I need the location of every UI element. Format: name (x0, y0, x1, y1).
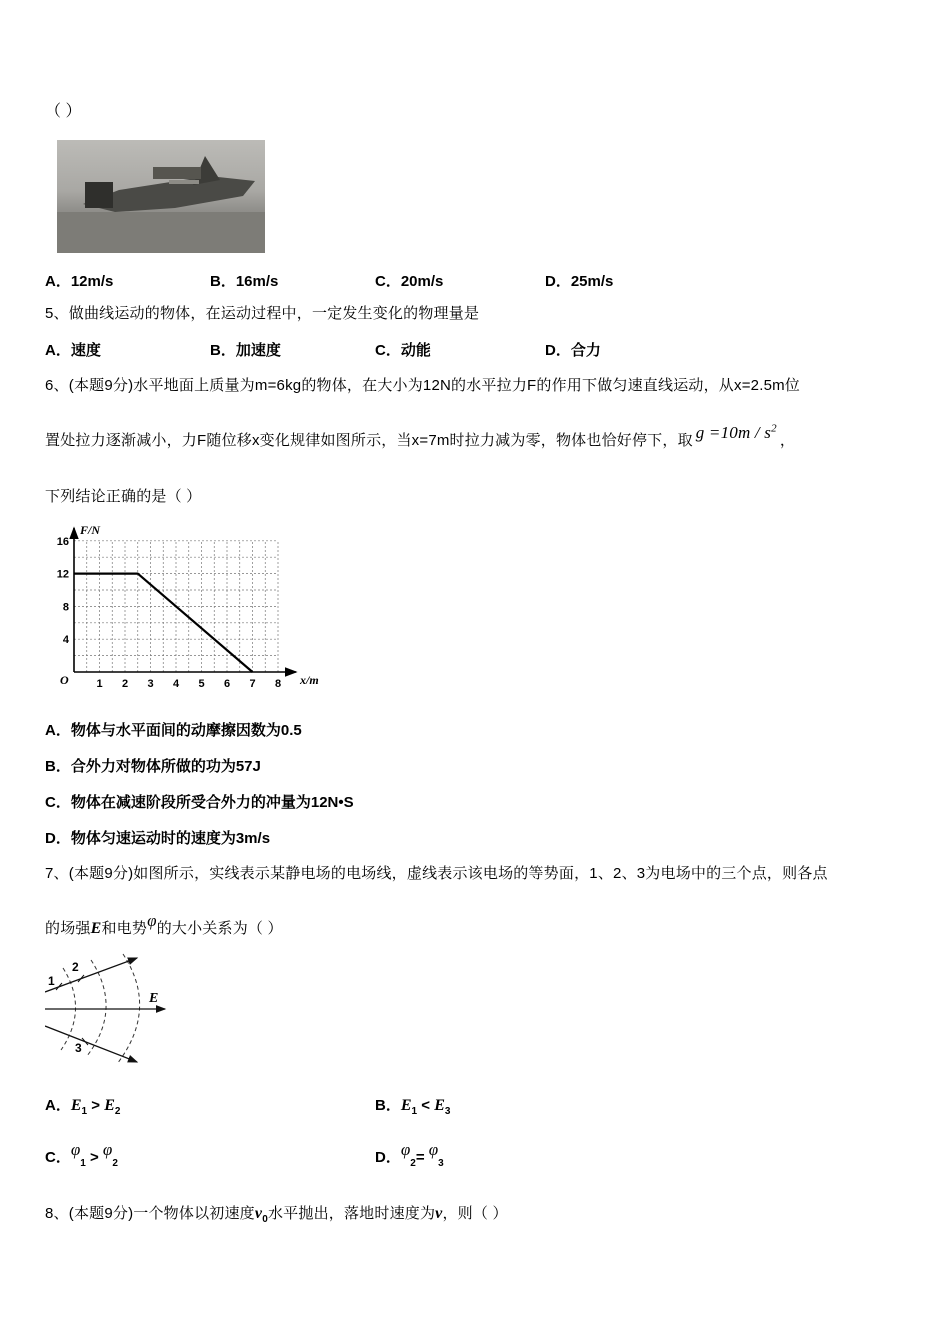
fx-plot-svg (48, 520, 348, 698)
field-diagram-svg (45, 952, 225, 1070)
E-field-label: E (149, 991, 159, 1006)
y-tick-label: 16 (56, 535, 69, 548)
subscript: 0 (262, 1214, 268, 1225)
phi-symbol: φ (102, 1140, 113, 1159)
option-letter: A． (45, 722, 71, 739)
option-letter: B． (375, 1097, 401, 1114)
subscript: 2 (112, 1158, 118, 1169)
option-text: 16m/s (235, 273, 279, 290)
field-line-bottom (45, 1026, 137, 1062)
g-formula (693, 423, 780, 442)
option-letter: C． (45, 1149, 71, 1166)
q7-option-a (45, 1094, 120, 1117)
E-symbol: E (104, 1097, 115, 1114)
subscript: 3 (444, 1106, 451, 1117)
g-value: =10m / s (704, 423, 772, 442)
option-letter: C． (375, 273, 401, 290)
option-text: 物体与水平面间的动摩擦因数为0.5 (70, 722, 302, 739)
option-text: 物体在减速阶段所受合外力的冲量为12N•S (70, 794, 354, 811)
option-text: 20m/s (400, 273, 444, 290)
subscript: 2 (410, 1158, 416, 1169)
x-axis-label: x/m (300, 673, 319, 687)
q5-option-b (210, 339, 281, 360)
x-tick-label: 1 (96, 678, 103, 690)
q7-line2 (45, 911, 283, 938)
x-tick-label: 7 (249, 678, 256, 690)
option-text: 动能 (400, 342, 431, 359)
option-text: 25m/s (570, 273, 614, 290)
q7-option-d (375, 1140, 444, 1169)
phi-symbol: φ (70, 1140, 81, 1159)
option-text: 合力 (570, 342, 601, 359)
relation: > (85, 1149, 103, 1166)
option-letter: D． (45, 830, 71, 847)
relation: = (415, 1149, 429, 1166)
q7-line2-text-b: 和电势 (101, 920, 148, 937)
q7-line2-text-c: 的大小关系为（ ） (156, 920, 283, 937)
q4-option-b (210, 270, 278, 291)
q8-text-a: 8、(本题9分)一个物体以初速度 (45, 1205, 255, 1222)
relation: > (87, 1097, 105, 1114)
q7-option-b (375, 1094, 450, 1117)
E-symbol: E (70, 1097, 82, 1114)
option-letter: A． (45, 273, 71, 290)
origin-label: O (60, 673, 69, 687)
y-tick-label: 8 (62, 601, 69, 614)
E-symbol: E (400, 1097, 412, 1114)
tow-truck (85, 182, 113, 208)
option-text: 物体匀速运动时的速度为3m/s (70, 830, 271, 847)
phi-symbol: φ (400, 1140, 411, 1159)
x-tick-label: 4 (172, 678, 180, 690)
field-diagram (45, 952, 225, 1075)
option-letter: D． (545, 342, 571, 359)
q6-option-d (45, 821, 354, 857)
q8-text-b: 水平抛出，落地时速度为 (267, 1205, 436, 1222)
phi-symbol: φ (428, 1140, 439, 1159)
x-tick-label: 8 (274, 678, 282, 690)
x-tick-label: 5 (198, 678, 205, 690)
q4-option-d (545, 270, 613, 291)
option-text: 速度 (70, 342, 101, 359)
g-symbol: g (695, 423, 705, 442)
option-letter: A． (45, 342, 71, 359)
q4-option-a (45, 270, 113, 291)
g-exponent: 2 (771, 422, 777, 435)
option-letter: B． (45, 758, 71, 775)
q6-line3: 下列结论正确的是（ ） (45, 488, 202, 505)
option-letter: A． (45, 1097, 71, 1114)
q6-option-b (45, 749, 354, 785)
option-text: 加速度 (235, 342, 281, 359)
q7-line2-text-a: 的场强 (45, 920, 91, 937)
q6-options-list (45, 713, 354, 857)
option-letter: B． (210, 342, 236, 359)
q5-stem: 5、做曲线运动的物体，在运动过程中，一定发生变化的物理量是 (45, 305, 480, 322)
fuselage-marking (169, 180, 199, 184)
q4-option-c (375, 270, 443, 291)
q5-option-c (375, 339, 431, 360)
equipotential-arc-2 (87, 960, 106, 1056)
y-tick-label: 4 (62, 634, 69, 647)
q6-line2-text: 置处拉力逐渐减小，力F随位移x变化规律如图所示，当x=7m时拉力减为零，物体也恰好停下，取 (45, 432, 693, 449)
question-photo (57, 140, 265, 253)
relation: < (417, 1097, 435, 1114)
q5-option-d (545, 339, 601, 360)
point-3-label: 3 (75, 1041, 82, 1055)
aircraft-upper-deck (153, 167, 201, 179)
answer-bracket: （ ） (45, 103, 82, 120)
phi-symbol: φ (147, 911, 157, 930)
option-text: 12m/s (70, 273, 114, 290)
aircraft-photo-graphic (57, 140, 265, 253)
v0-symbol: v (254, 1205, 263, 1222)
option-text: 合外力对物体所做的功为57J (70, 758, 261, 775)
option-letter: D． (545, 273, 571, 290)
subscript: 1 (80, 1158, 86, 1169)
fx-chart (48, 520, 348, 703)
q6-option-a (45, 713, 354, 749)
q6-line2 (45, 422, 796, 450)
v-symbol: v (435, 1205, 443, 1222)
option-letter: C． (375, 342, 401, 359)
y-axis-label: F/N (80, 523, 101, 537)
q7-line1: 7、(本题9分)如图所示，实线表示某静电场的电场线，虚线表示该电场的等势面，1、2、3为电场中的三个点，则各点 (45, 865, 828, 882)
q6-line2-end: ， (779, 432, 796, 449)
option-letter: D． (375, 1149, 401, 1166)
photo-ground (57, 212, 265, 253)
option-letter: C． (45, 794, 71, 811)
x-tick-label: 6 (223, 678, 231, 690)
q8-text-c: ，则（ ） (442, 1205, 508, 1222)
option-letter: B． (210, 273, 236, 290)
subscript: 1 (411, 1106, 418, 1117)
subscript: 3 (438, 1158, 444, 1169)
x-tick-label: 2 (121, 678, 129, 690)
E-symbol: E (434, 1097, 445, 1114)
subscript: 1 (81, 1106, 88, 1117)
q6-option-c (45, 785, 354, 821)
subscript: 2 (114, 1106, 121, 1117)
point-1-label: 1 (48, 974, 55, 988)
q5-option-a (45, 339, 101, 360)
y-tick-label: 12 (56, 568, 69, 581)
q6-line1: 6、(本题9分)水平地面上质量为m=6kg的物体，在大小为12N的水平拉力F的作用下做匀速直线运动，从x=2.5m位 (45, 377, 801, 394)
point-2-label: 2 (72, 960, 79, 974)
x-tick-label: 3 (147, 678, 154, 690)
q8-stem (45, 1202, 508, 1225)
q7-option-c (45, 1140, 118, 1169)
E-symbol: E (90, 920, 102, 937)
